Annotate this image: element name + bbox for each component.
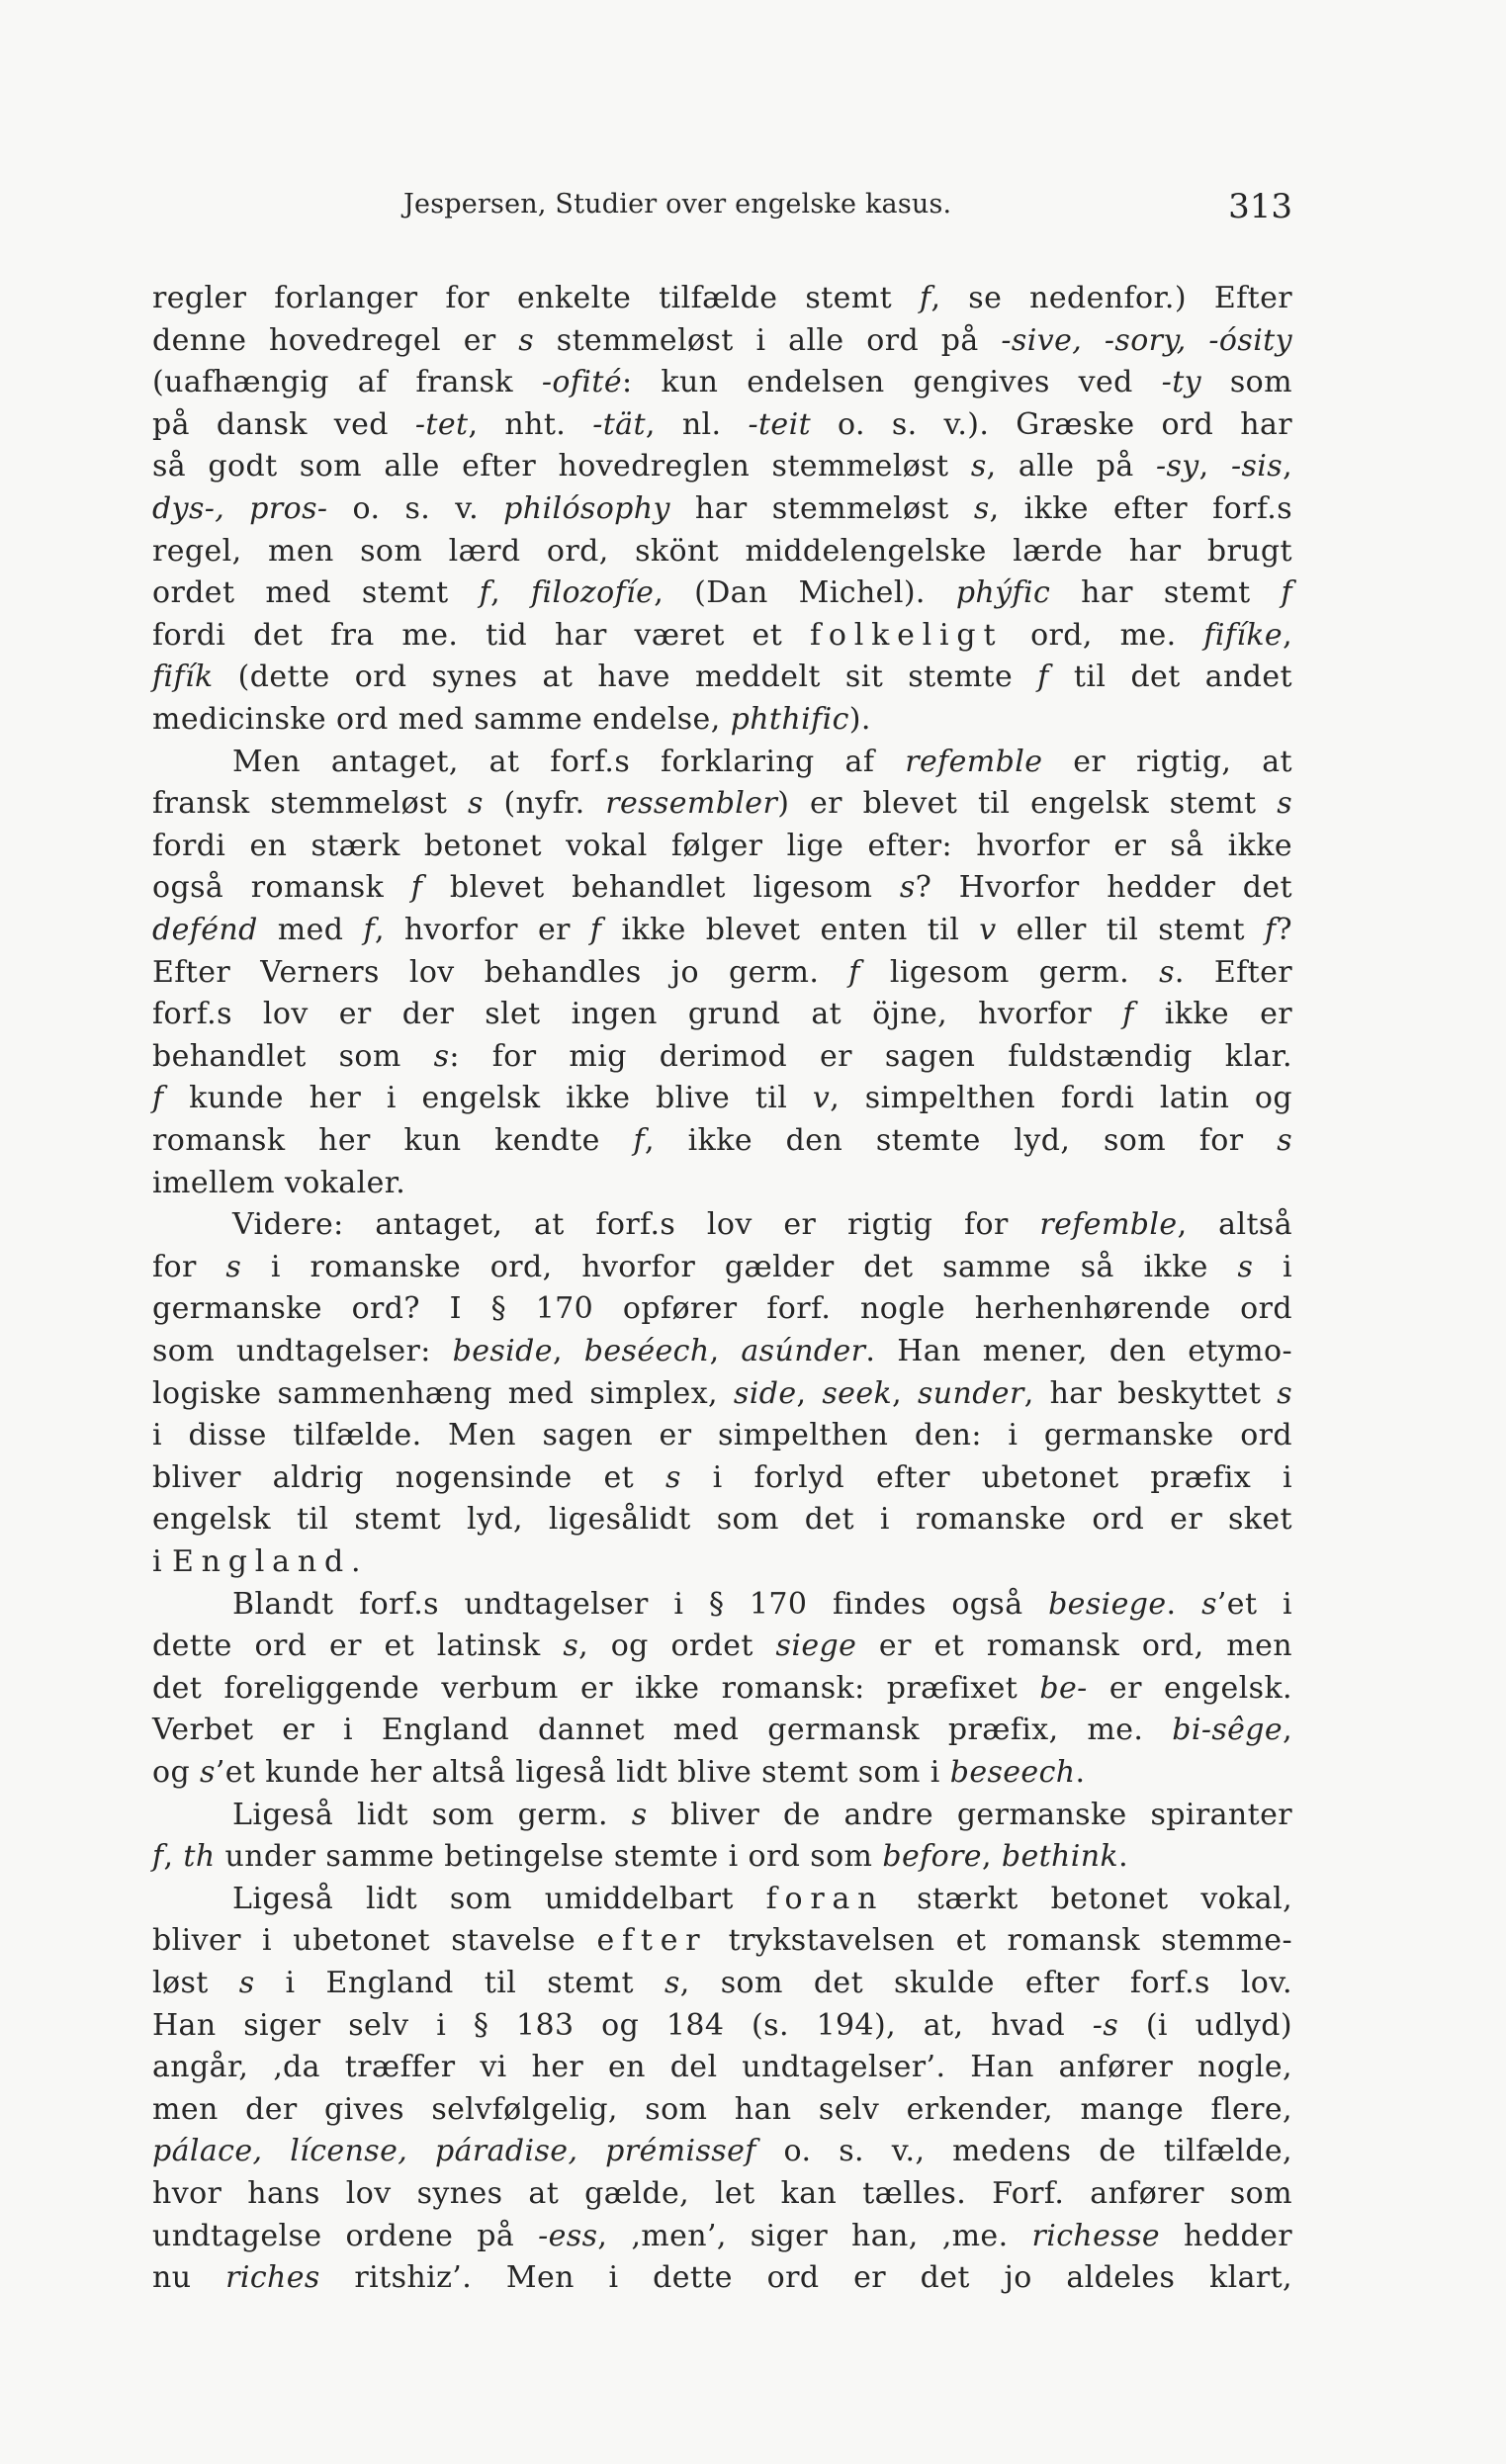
italic-text: s — [200, 1755, 216, 1790]
italic-text: s — [973, 491, 990, 526]
italic-text: s — [1277, 786, 1292, 822]
text-line — [152, 488, 1292, 531]
text-run: , — [552, 1334, 584, 1368]
italic-text: -tät — [592, 406, 646, 442]
text-run: germanske ord? I § 170 opfører forf. nogle herhenhørende ord — [152, 1291, 1292, 1327]
text-run: : kun endelsen gengives ved — [622, 365, 1162, 400]
text-run: , — [709, 1334, 742, 1368]
text-run: hvor hans lov synes at gælde, let kan tælles. Forf. anfører som — [152, 2176, 1292, 2211]
text-run: som undtagelser: — [152, 1334, 453, 1368]
text-run: , har beskyttet — [1023, 1375, 1278, 1411]
text-run: er et romansk ord, men — [856, 1628, 1292, 1664]
text-run: ordet med stemt — [152, 575, 480, 611]
italic-text: fifík — [152, 660, 214, 695]
text-run: o. s. v.). Græske ord har — [811, 406, 1292, 442]
italic-text: s — [1159, 954, 1175, 990]
text-line — [152, 2216, 1292, 2258]
text-run: bliver aldrig nogensinde et — [152, 1459, 665, 1495]
text-line — [232, 1204, 1292, 1247]
text-line — [152, 1457, 1292, 1500]
italic-text: f — [479, 575, 491, 611]
italic-text: bethink — [1001, 1839, 1119, 1875]
text-line — [152, 320, 1292, 363]
text-run: og — [152, 1755, 201, 1790]
text-run: i disse tilfælde. Men sagen er simpelthen den: i germanske ord — [152, 1418, 1292, 1453]
text-run: ikke er — [1133, 997, 1292, 1032]
text-line — [152, 572, 1292, 615]
text-line — [152, 1078, 1292, 1120]
italic-text: f — [848, 954, 860, 990]
italic-text: s — [899, 870, 916, 906]
text-run: i — [152, 1544, 172, 1579]
italic-text: s — [631, 1797, 648, 1832]
text-run: fransk stemmeløst — [152, 786, 468, 822]
text-run: ’et i — [1216, 1586, 1293, 1622]
text-line — [152, 2089, 1292, 2132]
italic-text: dys-, pros- — [152, 491, 328, 526]
text-run: ? Hvorfor hedder det — [915, 870, 1292, 906]
italic-text: side — [733, 1375, 797, 1411]
italic-text: s — [433, 1038, 450, 1074]
text-run: denne hovedregel er — [152, 322, 519, 358]
italic-text: f — [152, 1839, 164, 1875]
text-run: , — [796, 1375, 823, 1411]
text-run: , og ordet — [578, 1628, 776, 1664]
italic-text: -ty — [1161, 365, 1202, 400]
text-line — [152, 826, 1292, 868]
italic-text: s — [664, 1459, 681, 1495]
italic-text: defénd — [152, 913, 258, 947]
italic-text: -teit — [748, 406, 812, 442]
italic-text: s — [664, 1966, 680, 2000]
text-line — [152, 657, 1292, 699]
text-run: Blandt forf.s undtagelser i § 170 findes også — [232, 1586, 1049, 1622]
text-line — [152, 1247, 1292, 1289]
italic-text: f — [1122, 997, 1134, 1032]
text-line — [152, 952, 1292, 995]
text-run: . — [1075, 1755, 1086, 1790]
italic-text: f — [589, 913, 602, 947]
spaced-emphasis-text: folkeligt — [809, 617, 1004, 653]
italic-text: f — [410, 870, 423, 906]
text-run: , (Dan Michel). — [654, 575, 956, 611]
italic-text: ressembler — [605, 786, 778, 822]
running-title: Jespersen, Studier over engelske kasus. — [403, 189, 952, 220]
text-line — [232, 1584, 1292, 1627]
text-run: dette ord er et latinsk — [152, 1628, 564, 1664]
italic-text: siege — [775, 1628, 857, 1664]
italic-text: s — [238, 1966, 255, 2000]
italic-text: bi-sêge — [1172, 1713, 1284, 1748]
text-run: ikke blevet enten til — [601, 913, 980, 947]
text-run: behandlet som — [152, 1038, 434, 1074]
italic-text: f — [152, 1081, 164, 1116]
text-line — [152, 1920, 1292, 1963]
italic-text: beside — [452, 1334, 553, 1368]
text-line — [152, 1036, 1292, 1079]
text-run: fordi det fra me. tid har været et — [152, 617, 810, 653]
text-run: Videre: antaget, at forf.s lov er rigtig for — [232, 1207, 1040, 1243]
text-run: (dette ord synes at have meddelt sit stemte — [213, 660, 1038, 695]
italic-text: s — [225, 1249, 242, 1284]
italic-text: s — [563, 1628, 579, 1664]
text-line — [152, 2047, 1292, 2089]
italic-text: phýfic — [955, 575, 1051, 611]
text-run: , som det skulde efter forf.s lov. — [679, 1966, 1292, 2000]
text-run: på dansk ved — [152, 406, 415, 442]
text-line — [152, 278, 1292, 320]
text-line — [152, 783, 1292, 826]
text-run: eller til stemt — [996, 913, 1265, 947]
text-run: romansk her kun kendte — [152, 1123, 634, 1158]
text-run: , — [1198, 449, 1231, 484]
text-run: ritshiz’. Men i dette ord er det jo aldeles klart, — [319, 2260, 1292, 2296]
text-run: . — [1118, 1839, 1129, 1875]
italic-text: fifíke — [1203, 617, 1284, 653]
text-run: er rigtig, at — [1042, 744, 1292, 779]
text-run: logiske sammenhæng med simplex, — [152, 1375, 734, 1411]
italic-text: besiege — [1048, 1586, 1167, 1622]
text-run: . Efter — [1174, 954, 1293, 990]
text-line — [232, 1795, 1292, 1837]
text-line — [152, 615, 1292, 658]
text-run: , — [163, 1839, 184, 1875]
text-run: nu — [152, 2260, 226, 2296]
text-run: Verbet er i England dannet med germansk præfix, me. — [152, 1713, 1173, 1748]
text-run: løst — [152, 1966, 239, 2000]
italic-text: th — [183, 1839, 216, 1875]
text-run: , nht. — [468, 406, 593, 442]
text-line — [152, 446, 1292, 488]
italic-text: philósophy — [503, 491, 670, 526]
text-run: som — [1201, 365, 1292, 400]
italic-text: v — [812, 1081, 831, 1116]
text-line — [232, 1879, 1292, 1921]
text-run: (i udlyd) — [1118, 2007, 1292, 2043]
italic-text: refemble — [1039, 1207, 1178, 1243]
italic-text: -sy — [1155, 449, 1199, 484]
text-run: undtagelse ordene på — [152, 2218, 539, 2253]
text-run: . Han mener, den etymo- — [865, 1334, 1293, 1368]
text-run: (nyfr. — [483, 786, 606, 822]
text-run: så godt som alle efter hovedreglen stemmeløst — [152, 449, 971, 484]
text-run: det foreliggende verbum er ikke romansk: præfixet — [152, 1670, 1040, 1706]
text-run: har stemt — [1050, 575, 1282, 611]
italic-text: beséech — [583, 1334, 710, 1368]
text-run: ? — [1276, 913, 1292, 947]
text-run: , — [1283, 1713, 1292, 1748]
italic-text: f — [919, 281, 931, 315]
text-line — [152, 1752, 1292, 1795]
text-run: bliver de andre germanske spiranter — [647, 1797, 1292, 1832]
text-run: o. s. v. — [327, 491, 504, 526]
text-line — [152, 2257, 1292, 2300]
text-run: , ikke efter forf.s — [989, 491, 1292, 526]
page-number: 313 — [1228, 187, 1292, 226]
spaced-emphasis-text: England — [171, 1544, 351, 1579]
text-line — [152, 1163, 1292, 1205]
text-run: Ligeså lidt som germ. — [232, 1797, 632, 1832]
text-run: regel, men som lærd ord, skönt middelengelske lærde har brugt — [152, 533, 1292, 569]
text-run: hedder — [1160, 2218, 1292, 2253]
text-run: , — [490, 575, 531, 611]
text-run: også romansk — [152, 870, 411, 906]
text-run: blevet behandlet ligesom — [422, 870, 900, 906]
text-line — [152, 994, 1292, 1036]
italic-text: -ess — [538, 2218, 598, 2253]
text-run: kunde her i engelsk ikke blive til — [163, 1081, 813, 1116]
text-run: , — [1283, 617, 1292, 653]
italic-text: seek — [822, 1375, 893, 1411]
text-run: medicinske ord med samme endelse, — [152, 702, 731, 737]
text-line — [152, 1541, 1292, 1584]
text-run: ligesom germ. — [859, 954, 1160, 990]
italic-text: -sis — [1230, 449, 1284, 484]
italic-text: before — [882, 1839, 982, 1875]
text-line — [152, 1373, 1292, 1416]
text-line — [152, 404, 1292, 447]
text-run: Han siger selv i § 183 og 184 (s. 194), at, hvad — [152, 2007, 1093, 2043]
italic-text: f — [363, 913, 375, 947]
italic-text: refemble — [905, 744, 1043, 779]
text-run: , — [981, 1839, 1002, 1875]
text-run: , ‚men’, siger han, ‚me. — [597, 2218, 1032, 2253]
text-run: (uafhængig af fransk — [152, 365, 542, 400]
italic-text: v — [979, 913, 997, 947]
text-line — [152, 1331, 1292, 1373]
text-run: med — [257, 913, 364, 947]
italic-text: f — [1037, 660, 1049, 695]
italic-text: s — [1237, 1249, 1254, 1284]
text-run: i romanske ord, hvorfor gælder det samme så ikke — [241, 1249, 1238, 1284]
italic-text: -s — [1092, 2007, 1119, 2043]
italic-text: beseech — [949, 1755, 1076, 1790]
italic-text: -ofité — [541, 365, 622, 400]
italic-text: richesse — [1031, 2218, 1161, 2253]
italic-text: f — [1265, 913, 1277, 947]
italic-text: s — [1277, 1123, 1292, 1158]
text-run: : for mig derimod er sagen fuldstændig klar. — [449, 1038, 1292, 1074]
italic-text: be- — [1039, 1670, 1088, 1706]
italic-text: s — [518, 322, 535, 358]
text-run: , nl. — [645, 406, 749, 442]
text-run: trykstavelsen et romansk stemme- — [707, 1923, 1292, 1959]
text-line — [152, 1836, 1292, 1879]
text-run: for — [152, 1249, 226, 1284]
text-run: . — [1166, 1586, 1202, 1622]
italic-text: f — [1281, 575, 1292, 611]
text-run: engelsk til stemt lyd, ligesålidt som det i romanske ord er sket — [152, 1502, 1292, 1538]
text-run: Ligeså lidt som umiddelbart — [232, 1881, 766, 1916]
text-run: , — [892, 1375, 918, 1411]
text-run: ord, me. — [1003, 617, 1204, 653]
text-run: Efter Verners lov behandles jo germ. — [152, 954, 849, 990]
italic-text: -tet — [414, 406, 469, 442]
text-run: stærkt betonet vokal, — [884, 1881, 1293, 1916]
text-run: er engelsk. — [1087, 1670, 1292, 1706]
italic-text: pálace, lícense, páradise, prémissef — [152, 2134, 756, 2169]
text-line — [152, 362, 1292, 404]
italic-text: s — [1201, 1586, 1217, 1622]
text-run: ’et kunde her altså ligeså lidt blive stemt som i — [215, 1755, 950, 1790]
text-line — [152, 1668, 1292, 1711]
italic-text: riches — [225, 2260, 320, 2296]
text-run: i — [1253, 1249, 1292, 1284]
text-line — [152, 2131, 1292, 2173]
text-run: ) er blevet til engelsk stemt — [777, 786, 1278, 822]
text-run: . — [350, 1544, 361, 1579]
italic-text: s — [467, 786, 484, 822]
text-line — [152, 867, 1292, 910]
text-run: imellem vokaler. — [152, 1165, 406, 1200]
text-run: o. s. v., medens de tilfælde, — [755, 2134, 1292, 2169]
text-line — [152, 2173, 1292, 2216]
italic-text: sunder — [917, 1375, 1024, 1411]
text-run: til det andet — [1048, 660, 1292, 695]
text-line — [232, 742, 1292, 784]
text-run: , altså — [1177, 1207, 1292, 1243]
spaced-emphasis-text: efter — [596, 1923, 708, 1959]
text-run: , ikke den stemte lyd, som for — [645, 1123, 1278, 1158]
text-run: Men antaget, at forf.s forklaring af — [232, 744, 906, 779]
text-run: forf.s lov er der slet ingen grund at öjne, hvorfor — [152, 997, 1123, 1032]
text-line — [152, 2005, 1292, 2048]
italic-text: asúnder — [741, 1334, 866, 1368]
text-line — [152, 1288, 1292, 1331]
text-run: stemmeløst i alle ord på — [534, 322, 1002, 358]
italic-text: s — [1277, 1375, 1293, 1411]
text-run: regler forlanger for enkelte tilfælde stemt — [152, 281, 920, 315]
text-run: fordi en stærk betonet vokal følger lige efter: hvorfor er så ikke — [152, 828, 1292, 863]
text-run: har stemmeløst — [669, 491, 974, 526]
text-line — [152, 1710, 1292, 1752]
text-run: , hvorfor er — [374, 913, 590, 947]
text-line — [152, 1626, 1292, 1668]
text-run: i forlyd efter ubetonet præfix i — [680, 1459, 1292, 1495]
italic-text: s — [970, 449, 987, 484]
text-run: i England til stemt — [254, 1966, 664, 2000]
text-line — [152, 1963, 1292, 2005]
text-run: , se nedenfor.) Efter — [930, 281, 1293, 315]
text-run: , simpelthen fordi latin og — [830, 1081, 1292, 1116]
text-line — [152, 1499, 1292, 1541]
italic-text: phthific — [730, 702, 849, 737]
text-run: bliver i ubetonet stavelse — [152, 1923, 597, 1959]
spaced-emphasis-text: foran — [765, 1881, 885, 1916]
text-line — [152, 531, 1292, 573]
italic-text: filozofíe — [530, 575, 655, 611]
italic-text: f — [633, 1123, 646, 1158]
text-line — [152, 910, 1292, 952]
text-run: ). — [848, 702, 871, 737]
text-run: , alle på — [986, 449, 1156, 484]
text-run: under samme betingelse stemte i ord som — [215, 1839, 883, 1875]
text-run: men der gives selvfølgelig, som han selv erkender, mange flere, — [152, 2091, 1292, 2127]
italic-text: -sive, -sory, -ósity — [1001, 322, 1292, 358]
text-run: angår, ‚da træffer vi her en del undtagelser’. Han anfører nogle, — [152, 2050, 1292, 2085]
text-run: , — [1283, 449, 1292, 484]
text-line — [152, 1415, 1292, 1457]
text-line — [152, 699, 1292, 742]
text-line — [152, 1120, 1292, 1163]
